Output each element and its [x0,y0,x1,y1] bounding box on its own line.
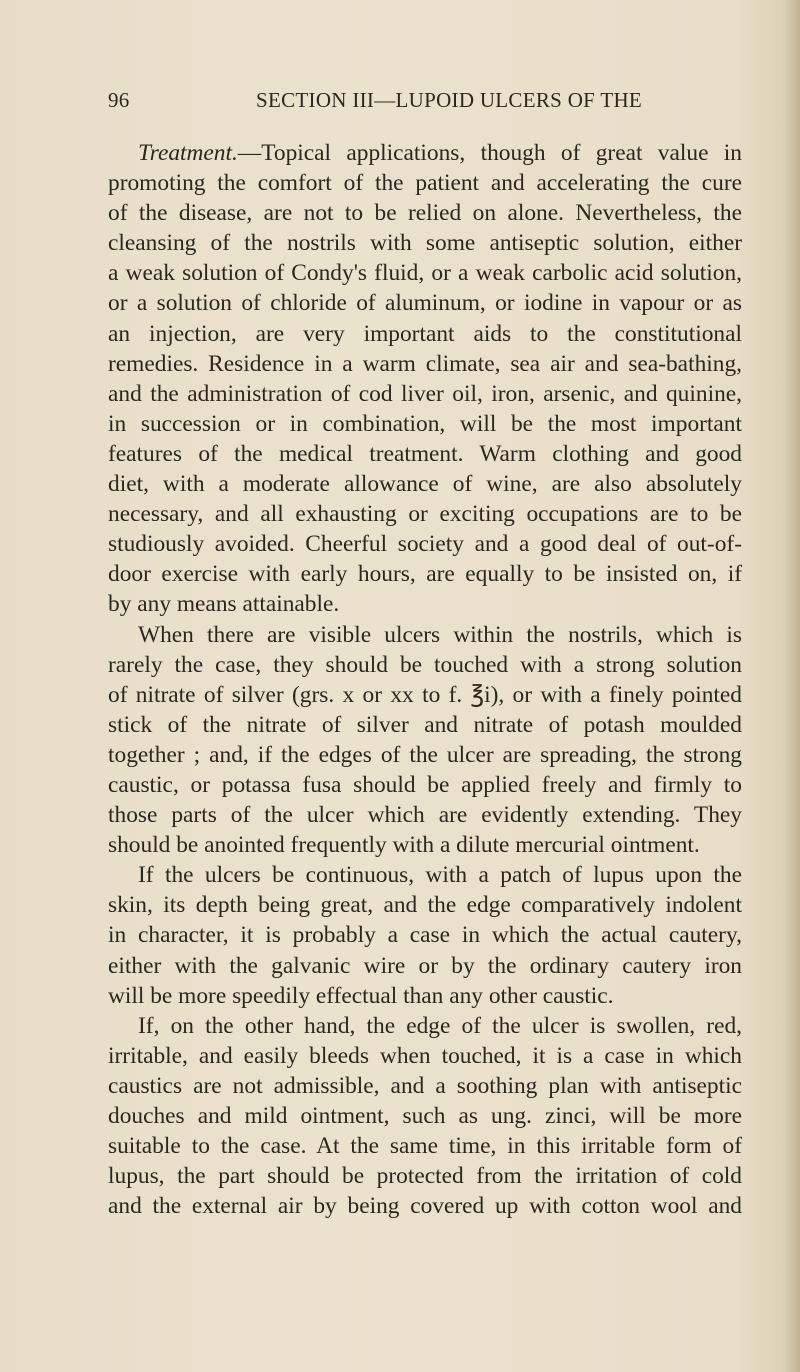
page-edge-shadow [784,0,800,1372]
text-line: remedies. Residence in a warm climate, sea air and sea-bathing, [108,350,742,377]
text-line: If, on the other hand, the edge of the ulcer is swollen, red, [138,1012,742,1039]
text-line: studiously avoided. Cheerful society and a good deal of out-of- [108,531,742,558]
text-line: an injection, are very important aids to the constitutional [108,320,742,347]
section-title: SECTION III—LUPOID ULCERS OF THE [256,88,643,112]
text-line: by any means attainable. [108,591,340,618]
text-line: and the external air by being covered up with cotton wool and [108,1193,742,1220]
text-line: irritable, and easily bleeds when touched, it is a case in which [108,1042,742,1069]
text-line: a weak solution of Condy's fluid, or a weak carbolic acid solution, [108,260,742,287]
text-line: promoting the comfort of the patient and accelerating the cure [108,170,742,197]
text-line: necessary, and all exhausting or exciting occupations are to be [108,501,742,528]
text-line: When there are visible ulcers within the nostrils, which is [138,621,742,648]
text-line: diet, with a moderate allowance of wine, are also absolutely [108,471,742,498]
text-line: door exercise with early hours, are equally to be insisted on, if [108,561,742,588]
text-line: in character, it is probably a case in which the actual cautery, [108,922,742,949]
text-line: douches and mild ointment, such as ung. zinci, will be more [108,1103,742,1129]
running-header [108,88,736,116]
text-line: caustic, or potassa fusa should be applied freely and firmly to [108,771,742,798]
text-line: skin, its depth being great, and the edge comparatively indolent [108,892,742,919]
text-line: suitable to the case. At the same time, in this irritable form of [108,1133,742,1160]
text-line: lupus, the part should be protected from the irritation of cold [108,1163,742,1190]
text-line: cleansing of the nostrils with some antiseptic solution, either [108,230,742,257]
text-line: stick of the nitrate of silver and nitrate of potash moulded [108,711,742,738]
text-line: of nitrate of silver (grs. x or xx to f. ℥i), or with a finely pointed [108,681,742,708]
text-line: together ; and, if the edges of the ulcer are spreading, the strong [108,741,742,768]
body-text [108,138,742,1221]
text-line: Treatment.—Topical applications, though of great value in [138,140,742,166]
text-line: those parts of the ulcer which are evidently extending. They [108,802,742,829]
text-line: in succession or in combination, will be the most important [108,410,742,437]
page-number: 96 [108,88,130,112]
text-line: and the administration of cod liver oil, iron, arsenic, and quinine, [108,380,742,407]
text-line: or a solution of chloride of aluminum, or iodine in vapour or as [108,290,742,317]
text-line: will be more speedily effectual than any other caustic. [108,982,614,1009]
text-line: either with the galvanic wire or by the ordinary cautery iron [108,952,742,979]
text-line: caustics are not admissible, and a soothing plan with antiseptic [108,1072,742,1099]
text-line: should be anointed frequently with a dilute mercurial ointment. [108,832,700,859]
text-line: features of the medical treatment. Warm clothing and good [108,440,742,467]
text-line: If the ulcers be continuous, with a patch of lupus upon the [138,862,742,889]
text-line: of the disease, are not to be relied on alone. Nevertheless, the [108,200,742,227]
text-line: rarely the case, they should be touched with a strong solution [108,651,742,678]
treatment-heading: Treatment. [138,140,238,166]
